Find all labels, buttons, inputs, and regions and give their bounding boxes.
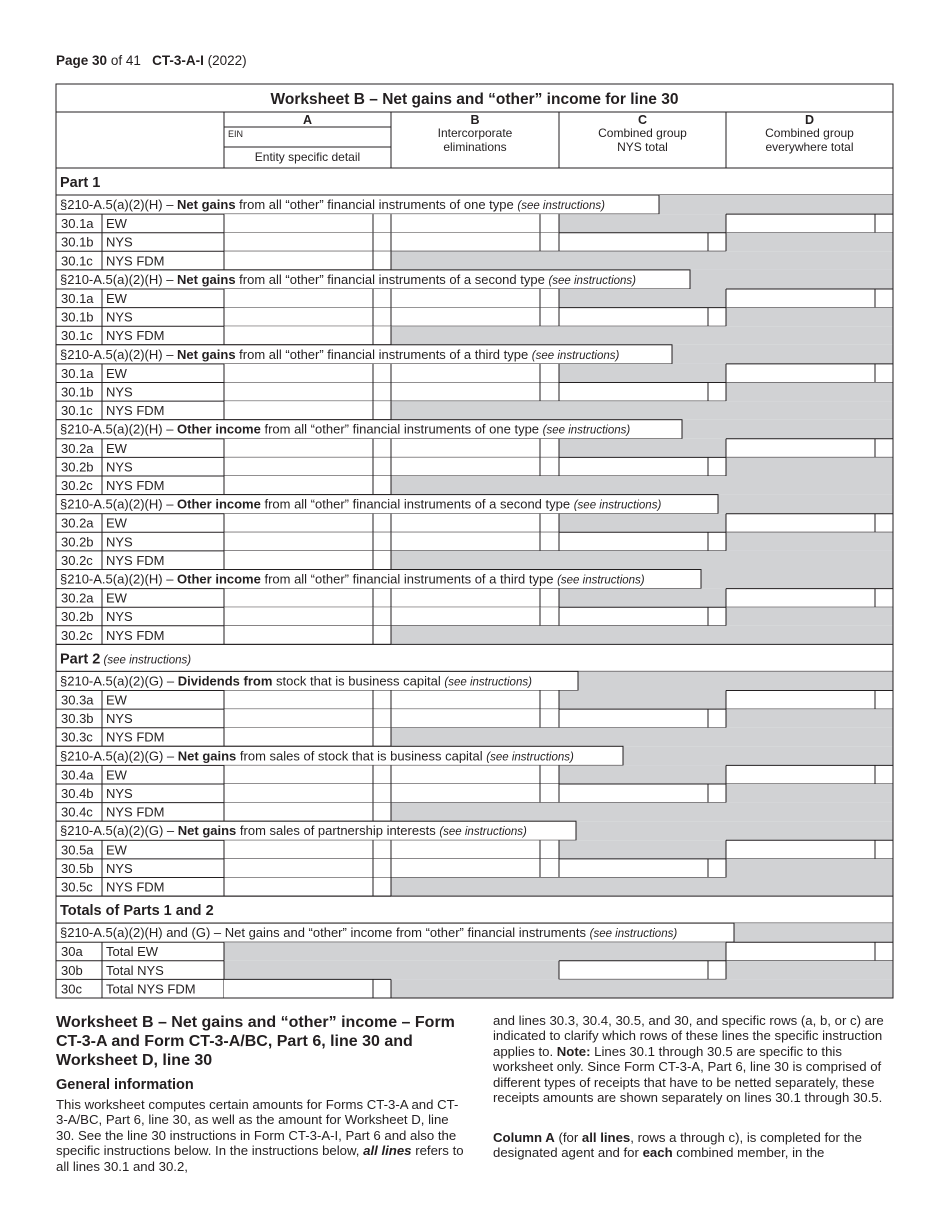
column-c-amount-field[interactable] — [559, 233, 726, 252]
shaded-area — [391, 728, 893, 747]
part-title: Totals of Parts 1 and 2 — [60, 903, 214, 920]
line-number: 30.5c — [61, 879, 93, 895]
column-c-amount-field[interactable] — [559, 859, 726, 878]
line-label: NYS FDM — [106, 403, 165, 419]
shaded-area — [391, 878, 893, 897]
line-number: 30.2b — [61, 459, 94, 475]
column-b-amount-field[interactable] — [391, 233, 559, 252]
line-number: 30.3a — [61, 692, 94, 708]
column-c-amount-field[interactable] — [559, 532, 726, 551]
column-a-amount-field[interactable] — [224, 551, 391, 570]
column-a-amount-field[interactable] — [224, 233, 391, 252]
column-b-amount-field[interactable] — [391, 589, 559, 608]
column-c-amount-field[interactable] — [559, 709, 726, 728]
column-a-amount-field[interactable] — [224, 532, 391, 551]
line-number: 30.5a — [61, 842, 94, 858]
line-label: Total EW — [106, 944, 159, 960]
column-a-ein-label: EIN — [228, 129, 244, 139]
line-group-heading-text: §210-A.5(a)(2)(H) – Net gains from all “other” financial instruments of one type (see instructions) — [60, 197, 605, 212]
column-b-amount-field[interactable] — [391, 514, 559, 533]
shaded-area — [559, 214, 726, 233]
shaded-area — [391, 326, 893, 345]
part-title: Part 2 (see instructions) — [60, 651, 192, 668]
column-d-amount-field[interactable] — [726, 765, 893, 784]
line-label: NYS FDM — [106, 729, 165, 745]
column-d-total-field[interactable] — [726, 942, 893, 961]
shaded-area — [726, 383, 893, 402]
column-a-amount-field[interactable] — [224, 691, 391, 710]
instructions-paragraph-3: Column A (for all lines, rows a through c), is completed for the designated agent and for each combined member, in the — [493, 1130, 862, 1161]
shaded-area — [734, 923, 893, 942]
column-d-amount-field[interactable] — [726, 364, 893, 383]
line-group-heading-text: §210-A.5(a)(2)(H) and (G) – Net gains and “other” income from “other” financial instruments (see instructions) — [60, 925, 678, 941]
column-a-amount-field[interactable] — [224, 383, 391, 402]
column-b-amount-field[interactable] — [391, 784, 559, 803]
column-a-amount-field[interactable] — [224, 709, 391, 728]
line-number: 30.1c — [61, 403, 93, 419]
column-b-amount-field[interactable] — [391, 308, 559, 327]
column-a-amount-field[interactable] — [224, 326, 391, 345]
column-d-letter: D — [804, 113, 815, 127]
column-a-amount-field[interactable] — [224, 878, 391, 897]
column-b-amount-field[interactable] — [391, 457, 559, 476]
line-number: 30.2a — [61, 440, 94, 456]
column-d-amount-field[interactable] — [726, 514, 893, 533]
line-label: Total NYS FDM — [106, 981, 196, 997]
column-a-entity-detail: Entity specific detail — [254, 150, 361, 164]
instructions-paragraph-1: This worksheet computes certain amounts for Forms CT-3-A and CT-3-A/BC, Part 6, line 30, as well as the amount for Worksheet D, line 30. See the line 30 instructions in Form CT-3-A-I, Part 6 and also the specific instructions below. In the instructions below, all lines refers to all lines 30.1 and 30.2, — [56, 1097, 464, 1174]
shaded-area — [559, 364, 726, 383]
column-b-label: Intercorporate — [437, 126, 513, 140]
column-d-label: Combined group — [765, 126, 854, 140]
line-label: NYS — [106, 860, 133, 876]
line-label: EW — [106, 590, 127, 606]
column-a-amount-field[interactable] — [224, 364, 391, 383]
line-label: NYS — [106, 711, 133, 727]
line-number: 30c — [61, 981, 82, 997]
column-d-amount-field[interactable] — [726, 840, 893, 859]
column-b-amount-field[interactable] — [391, 439, 559, 458]
shaded-area — [559, 589, 726, 608]
line-label: Total NYS — [106, 962, 164, 978]
line-group-heading-text: §210-A.5(a)(2)(H) – Other income from all “other” financial instruments of a second type (see instructions) — [60, 496, 662, 512]
column-b-amount-field[interactable] — [391, 607, 559, 626]
column-a-amount-field[interactable] — [224, 607, 391, 626]
column-a-amount-field[interactable] — [224, 457, 391, 476]
line-number: 30.1b — [61, 309, 94, 325]
shaded-area — [659, 195, 893, 214]
shaded-area — [726, 532, 893, 551]
column-b-amount-field[interactable] — [391, 214, 559, 233]
column-c-amount-field[interactable] — [559, 383, 726, 402]
shaded-area — [578, 671, 893, 690]
line-label: NYS — [106, 459, 133, 475]
line-number: 30b — [61, 962, 83, 978]
line-label: EW — [106, 692, 127, 708]
form-id: CT-3-A-I — [152, 53, 204, 68]
column-c-label: NYS total — [617, 140, 668, 154]
shaded-area — [391, 251, 893, 270]
line-label: NYS FDM — [106, 879, 165, 895]
page-label: Page — [56, 53, 89, 68]
line-number: 30.3b — [61, 711, 94, 727]
column-a-amount-field[interactable] — [224, 784, 391, 803]
column-a-amount-field[interactable] — [224, 251, 391, 270]
column-d-amount-field[interactable] — [726, 589, 893, 608]
shaded-area — [726, 709, 893, 728]
column-b-amount-field[interactable] — [391, 859, 559, 878]
line-label: NYS FDM — [106, 804, 165, 820]
column-c-amount-field[interactable] — [559, 784, 726, 803]
column-b-amount-field[interactable] — [391, 840, 559, 859]
line-group-heading-text: §210-A.5(a)(2)(H) – Net gains from all “other” financial instruments of a third type (see instructions) — [60, 346, 620, 362]
shaded-area — [672, 345, 893, 364]
column-d-amount-field[interactable] — [726, 439, 893, 458]
column-b-amount-field[interactable] — [391, 289, 559, 308]
column-b-amount-field[interactable] — [391, 765, 559, 784]
line-number: 30.4a — [61, 767, 94, 783]
line-group-heading-text: §210-A.5(a)(2)(G) – Net gains from sales of partnership interests (see instructions) — [60, 823, 527, 839]
shaded-area — [701, 570, 893, 589]
shaded-area — [726, 607, 893, 626]
instructions-paragraph-2: and lines 30.3, 30.4, 30.5, and 30, and specific rows (a, b, or c) are indicated to clarify which rows of these lines the specific instruction applies to. Note: Lines 30.1 through 30.5 are specific to this worksheet only. Since Form CT-3-A, Part 6, line 30 is comprised of different types of receipts that have to be netted separately, these receipts amounts are shown separately on lines 30.1 through 30.5. — [493, 1013, 884, 1106]
line-label: NYS — [106, 534, 133, 550]
shaded-area — [690, 270, 893, 289]
line-number: 30.2c — [61, 552, 93, 568]
line-label: NYS FDM — [106, 253, 165, 269]
column-c-label: Combined group — [598, 126, 687, 140]
line-number: 30.2b — [61, 534, 94, 550]
line-label: NYS FDM — [106, 552, 165, 568]
line-label: EW — [106, 440, 127, 456]
line-label: NYS FDM — [106, 328, 165, 344]
shaded-area — [726, 457, 893, 476]
column-a-amount-field[interactable] — [224, 765, 391, 784]
column-b-amount-field[interactable] — [391, 364, 559, 383]
column-b-letter: B — [470, 113, 480, 127]
line-group-heading-text: §210-A.5(a)(2)(H) – Net gains from all “other” financial instruments of a second type (see instructions) — [60, 271, 636, 287]
shaded-area — [559, 765, 726, 784]
column-a-total-field[interactable] — [224, 979, 391, 998]
page-of: of 41 — [110, 53, 141, 68]
column-a-amount-field[interactable] — [224, 308, 391, 327]
line-group-heading-text: §210-A.5(a)(2)(G) – Dividends from stock that is business capital (see instructions) — [60, 673, 532, 689]
column-a-amount-field[interactable] — [224, 401, 391, 420]
shaded-area — [726, 784, 893, 803]
shaded-area — [559, 289, 726, 308]
column-b-amount-field[interactable] — [391, 383, 559, 402]
page-number: 30 — [92, 53, 108, 68]
line-number: 30.4b — [61, 786, 94, 801]
column-a-amount-field[interactable] — [224, 859, 391, 878]
column-a-amount-field[interactable] — [224, 626, 391, 645]
column-c-amount-field[interactable] — [559, 308, 726, 327]
shaded-area — [391, 551, 893, 570]
line-group-heading-text: §210-A.5(a)(2)(H) – Other income from all “other” financial instruments of a third type (see instructions) — [60, 571, 645, 587]
line-number: 30.5b — [61, 860, 94, 876]
line-label: EW — [106, 365, 127, 381]
shaded-area — [391, 401, 893, 420]
column-a-amount-field[interactable] — [224, 803, 391, 822]
line-label: EW — [106, 515, 127, 531]
shaded-area — [726, 308, 893, 327]
line-label: EW — [106, 767, 127, 783]
column-a-amount-field[interactable] — [224, 840, 391, 859]
form-year: (2022) — [207, 53, 247, 68]
shaded-area — [559, 840, 726, 859]
column-a-amount-field[interactable] — [224, 514, 391, 533]
line-number: 30.3c — [61, 729, 93, 745]
line-label: NYS — [106, 609, 133, 625]
line-label: NYS — [106, 234, 133, 250]
shaded-area — [726, 859, 893, 878]
column-b-amount-field[interactable] — [391, 691, 559, 710]
shaded-area — [559, 439, 726, 458]
line-label: EW — [106, 216, 127, 232]
column-c-letter: C — [637, 113, 648, 127]
part-title: Part 1 — [60, 175, 101, 191]
shaded-area — [623, 746, 893, 765]
line-number: 30.2a — [61, 590, 94, 606]
line-label: NYS — [106, 309, 133, 325]
shaded-area — [391, 476, 893, 495]
line-label: EW — [106, 291, 127, 306]
line-number: 30a — [61, 944, 83, 960]
column-d-amount-field[interactable] — [726, 289, 893, 308]
column-b-amount-field[interactable] — [391, 709, 559, 728]
line-number: 30.1a — [61, 291, 94, 306]
line-number: 30.1a — [61, 216, 94, 232]
line-label: NYS — [106, 384, 133, 400]
line-number: 30.2b — [61, 609, 94, 625]
column-a-letter: A — [302, 113, 313, 127]
shaded-area — [682, 420, 893, 439]
instructions-title: Worksheet B – Net gains and “other” income – Form CT-3-A and Form CT-3-A/BC, Part 6, line 30 and Worksheet D, line 30 — [56, 1014, 455, 1069]
line-group-heading-text: §210-A.5(a)(2)(H) – Other income from all “other” financial instruments of one type (see instructions) — [60, 421, 631, 437]
column-a-amount-field[interactable] — [224, 439, 391, 458]
worksheet-title: Worksheet B – Net gains and “other” income for line 30 — [270, 91, 679, 108]
general-information-heading: General information — [56, 1077, 194, 1093]
shaded-area — [576, 821, 893, 840]
line-number: 30.4c — [61, 804, 93, 820]
column-a-amount-field[interactable] — [224, 476, 391, 495]
line-number: 30.2a — [61, 515, 94, 531]
line-number: 30.1a — [61, 365, 94, 381]
column-a-amount-field[interactable] — [224, 728, 391, 747]
line-number: 30.1b — [61, 384, 94, 400]
line-number: 30.2c — [61, 478, 93, 493]
line-number: 30.2c — [61, 627, 93, 643]
column-b-label: eliminations — [443, 140, 507, 154]
column-b-amount-field[interactable] — [391, 532, 559, 551]
shaded-area — [559, 514, 726, 533]
column-d-amount-field[interactable] — [726, 691, 893, 710]
line-number: 30.1c — [61, 253, 93, 269]
column-a-amount-field[interactable] — [224, 214, 391, 233]
shaded-area — [559, 691, 726, 710]
shaded-area — [718, 495, 893, 514]
shaded-area — [391, 803, 893, 822]
column-d-label: everywhere total — [765, 140, 854, 154]
column-c-amount-field[interactable] — [559, 457, 726, 476]
line-group-heading-text: §210-A.5(a)(2)(G) – Net gains from sales of stock that is business capital (see instructions) — [60, 748, 574, 764]
line-label: NYS — [106, 786, 133, 801]
line-label: NYS FDM — [106, 478, 165, 493]
line-number: 30.1c — [61, 328, 93, 344]
column-c-total-field[interactable] — [559, 961, 726, 980]
column-a-amount-field[interactable] — [224, 289, 391, 308]
shaded-area — [726, 233, 893, 252]
line-number: 30.1b — [61, 234, 94, 250]
line-label: NYS FDM — [106, 627, 165, 643]
column-d-amount-field[interactable] — [726, 214, 893, 233]
line-label: EW — [106, 842, 127, 858]
shaded-area — [391, 626, 893, 645]
column-a-amount-field[interactable] — [224, 589, 391, 608]
column-c-amount-field[interactable] — [559, 607, 726, 626]
